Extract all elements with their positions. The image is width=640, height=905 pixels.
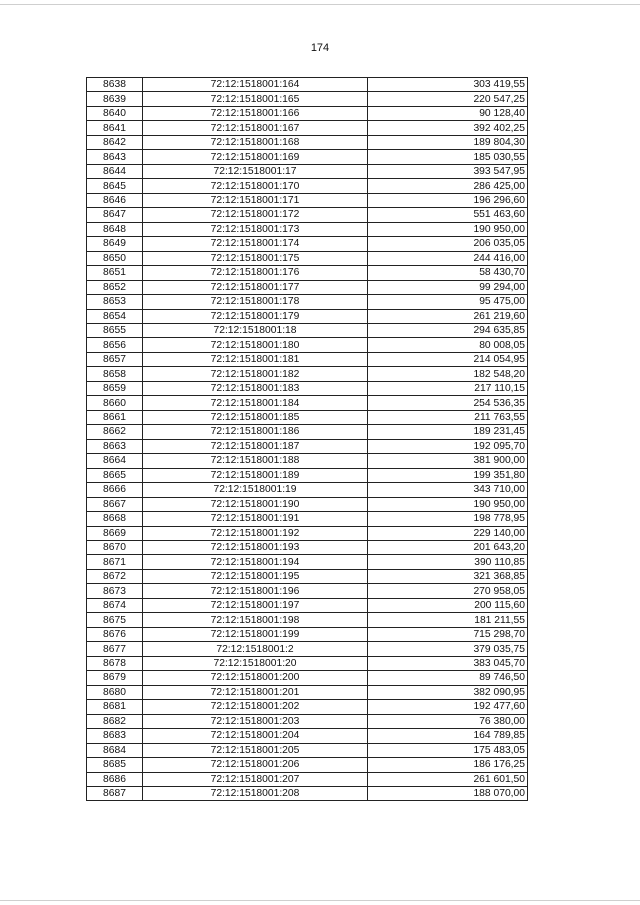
cadastral-number-cell: 72:12:1518001:172 xyxy=(143,208,368,222)
cadastral-number-cell: 72:12:1518001:194 xyxy=(143,555,368,569)
row-number-cell: 8654 xyxy=(87,309,143,323)
table-row xyxy=(87,512,528,526)
cadastral-number-cell: 72:12:1518001:205 xyxy=(143,743,368,757)
property-table-body xyxy=(87,78,528,801)
row-number-cell: 8682 xyxy=(87,714,143,728)
table-row xyxy=(87,685,528,699)
table-row xyxy=(87,266,528,280)
value-cell: 189 804,30 xyxy=(368,135,528,149)
cadastral-number-cell: 72:12:1518001:179 xyxy=(143,309,368,323)
table-row xyxy=(87,92,528,106)
value-cell: 181 211,55 xyxy=(368,613,528,627)
table-row xyxy=(87,598,528,612)
cadastral-number-cell: 72:12:1518001:174 xyxy=(143,237,368,251)
table-row xyxy=(87,642,528,656)
value-cell: 229 140,00 xyxy=(368,526,528,540)
table-row xyxy=(87,714,528,728)
row-number-cell: 8651 xyxy=(87,266,143,280)
value-cell: 201 643,20 xyxy=(368,541,528,555)
row-number-cell: 8652 xyxy=(87,280,143,294)
value-cell: 343 710,00 xyxy=(368,483,528,497)
table-row xyxy=(87,78,528,92)
value-cell: 186 176,25 xyxy=(368,758,528,772)
value-cell: 294 635,85 xyxy=(368,323,528,337)
cadastral-number-cell: 72:12:1518001:193 xyxy=(143,541,368,555)
table-row xyxy=(87,396,528,410)
value-cell: 286 425,00 xyxy=(368,179,528,193)
table-row xyxy=(87,164,528,178)
row-number-cell: 8674 xyxy=(87,598,143,612)
value-cell: 80 008,05 xyxy=(368,338,528,352)
cadastral-number-cell: 72:12:1518001:177 xyxy=(143,280,368,294)
row-number-cell: 8661 xyxy=(87,410,143,424)
value-cell: 198 778,95 xyxy=(368,512,528,526)
cadastral-number-cell: 72:12:1518001:207 xyxy=(143,772,368,786)
bottom-rule xyxy=(0,900,640,901)
table-row xyxy=(87,468,528,482)
row-number-cell: 8641 xyxy=(87,121,143,135)
table-row xyxy=(87,483,528,497)
row-number-cell: 8664 xyxy=(87,454,143,468)
value-cell: 58 430,70 xyxy=(368,266,528,280)
table-row xyxy=(87,410,528,424)
cadastral-number-cell: 72:12:1518001:204 xyxy=(143,729,368,743)
table-row xyxy=(87,613,528,627)
cadastral-number-cell: 72:12:1518001:171 xyxy=(143,193,368,207)
value-cell: 164 789,85 xyxy=(368,729,528,743)
row-number-cell: 8666 xyxy=(87,483,143,497)
cadastral-number-cell: 72:12:1518001:192 xyxy=(143,526,368,540)
row-number-cell: 8681 xyxy=(87,700,143,714)
value-cell: 214 054,95 xyxy=(368,352,528,366)
row-number-cell: 8679 xyxy=(87,671,143,685)
value-cell: 185 030,55 xyxy=(368,150,528,164)
cadastral-number-cell: 72:12:1518001:203 xyxy=(143,714,368,728)
value-cell: 261 601,50 xyxy=(368,772,528,786)
table-row xyxy=(87,627,528,641)
cadastral-number-cell: 72:12:1518001:20 xyxy=(143,656,368,670)
property-table xyxy=(86,77,528,801)
cadastral-number-cell: 72:12:1518001:198 xyxy=(143,613,368,627)
table-row xyxy=(87,295,528,309)
value-cell: 261 219,60 xyxy=(368,309,528,323)
row-number-cell: 8675 xyxy=(87,613,143,627)
row-number-cell: 8673 xyxy=(87,584,143,598)
row-number-cell: 8660 xyxy=(87,396,143,410)
cadastral-number-cell: 72:12:1518001:164 xyxy=(143,78,368,92)
table-row xyxy=(87,786,528,800)
row-number-cell: 8669 xyxy=(87,526,143,540)
row-number-cell: 8687 xyxy=(87,786,143,800)
row-number-cell: 8653 xyxy=(87,295,143,309)
table-row xyxy=(87,367,528,381)
value-cell: 175 483,05 xyxy=(368,743,528,757)
cadastral-number-cell: 72:12:1518001:181 xyxy=(143,352,368,366)
cadastral-number-cell: 72:12:1518001:176 xyxy=(143,266,368,280)
table-row xyxy=(87,497,528,511)
value-cell: 715 298,70 xyxy=(368,627,528,641)
table-row xyxy=(87,323,528,337)
cadastral-number-cell: 72:12:1518001:168 xyxy=(143,135,368,149)
table-row xyxy=(87,106,528,120)
cadastral-number-cell: 72:12:1518001:165 xyxy=(143,92,368,106)
property-table-container xyxy=(86,77,527,801)
cadastral-number-cell: 72:12:1518001:200 xyxy=(143,671,368,685)
table-row xyxy=(87,671,528,685)
row-number-cell: 8650 xyxy=(87,251,143,265)
table-row xyxy=(87,135,528,149)
row-number-cell: 8668 xyxy=(87,512,143,526)
table-row xyxy=(87,772,528,786)
value-cell: 189 231,45 xyxy=(368,425,528,439)
table-row xyxy=(87,526,528,540)
cadastral-number-cell: 72:12:1518001:2 xyxy=(143,642,368,656)
row-number-cell: 8662 xyxy=(87,425,143,439)
row-number-cell: 8667 xyxy=(87,497,143,511)
value-cell: 192 477,60 xyxy=(368,700,528,714)
value-cell: 76 380,00 xyxy=(368,714,528,728)
cadastral-number-cell: 72:12:1518001:170 xyxy=(143,179,368,193)
value-cell: 95 475,00 xyxy=(368,295,528,309)
row-number-cell: 8648 xyxy=(87,222,143,236)
cadastral-number-cell: 72:12:1518001:178 xyxy=(143,295,368,309)
value-cell: 199 351,80 xyxy=(368,468,528,482)
row-number-cell: 8663 xyxy=(87,439,143,453)
value-cell: 182 548,20 xyxy=(368,367,528,381)
cadastral-number-cell: 72:12:1518001:186 xyxy=(143,425,368,439)
cadastral-number-cell: 72:12:1518001:206 xyxy=(143,758,368,772)
cadastral-number-cell: 72:12:1518001:173 xyxy=(143,222,368,236)
cadastral-number-cell: 72:12:1518001:202 xyxy=(143,700,368,714)
value-cell: 303 419,55 xyxy=(368,78,528,92)
row-number-cell: 8640 xyxy=(87,106,143,120)
table-row xyxy=(87,541,528,555)
table-row xyxy=(87,309,528,323)
table-row xyxy=(87,222,528,236)
value-cell: 551 463,60 xyxy=(368,208,528,222)
value-cell: 217 110,15 xyxy=(368,381,528,395)
value-cell: 200 115,60 xyxy=(368,598,528,612)
row-number-cell: 8655 xyxy=(87,323,143,337)
value-cell: 270 958,05 xyxy=(368,584,528,598)
row-number-cell: 8658 xyxy=(87,367,143,381)
value-cell: 190 950,00 xyxy=(368,222,528,236)
row-number-cell: 8680 xyxy=(87,685,143,699)
cadastral-number-cell: 72:12:1518001:190 xyxy=(143,497,368,511)
table-row xyxy=(87,193,528,207)
table-row xyxy=(87,454,528,468)
value-cell: 392 402,25 xyxy=(368,121,528,135)
table-row xyxy=(87,251,528,265)
table-row xyxy=(87,280,528,294)
value-cell: 192 095,70 xyxy=(368,439,528,453)
row-number-cell: 8677 xyxy=(87,642,143,656)
table-row xyxy=(87,121,528,135)
table-row xyxy=(87,237,528,251)
value-cell: 379 035,75 xyxy=(368,642,528,656)
table-row xyxy=(87,179,528,193)
table-row xyxy=(87,700,528,714)
row-number-cell: 8676 xyxy=(87,627,143,641)
cadastral-number-cell: 72:12:1518001:183 xyxy=(143,381,368,395)
value-cell: 382 090,95 xyxy=(368,685,528,699)
cadastral-number-cell: 72:12:1518001:167 xyxy=(143,121,368,135)
cadastral-number-cell: 72:12:1518001:180 xyxy=(143,338,368,352)
cadastral-number-cell: 72:12:1518001:208 xyxy=(143,786,368,800)
value-cell: 99 294,00 xyxy=(368,280,528,294)
row-number-cell: 8646 xyxy=(87,193,143,207)
cadastral-number-cell: 72:12:1518001:184 xyxy=(143,396,368,410)
table-row xyxy=(87,569,528,583)
value-cell: 196 296,60 xyxy=(368,193,528,207)
value-cell: 206 035,05 xyxy=(368,237,528,251)
row-number-cell: 8647 xyxy=(87,208,143,222)
cadastral-number-cell: 72:12:1518001:187 xyxy=(143,439,368,453)
table-row xyxy=(87,743,528,757)
table-row xyxy=(87,381,528,395)
row-number-cell: 8684 xyxy=(87,743,143,757)
table-row xyxy=(87,656,528,670)
cadastral-number-cell: 72:12:1518001:199 xyxy=(143,627,368,641)
row-number-cell: 8685 xyxy=(87,758,143,772)
row-number-cell: 8639 xyxy=(87,92,143,106)
row-number-cell: 8683 xyxy=(87,729,143,743)
value-cell: 90 128,40 xyxy=(368,106,528,120)
value-cell: 393 547,95 xyxy=(368,164,528,178)
value-cell: 254 536,35 xyxy=(368,396,528,410)
cadastral-number-cell: 72:12:1518001:18 xyxy=(143,323,368,337)
cadastral-number-cell: 72:12:1518001:191 xyxy=(143,512,368,526)
cadastral-number-cell: 72:12:1518001:197 xyxy=(143,598,368,612)
top-rule xyxy=(0,4,640,5)
cadastral-number-cell: 72:12:1518001:188 xyxy=(143,454,368,468)
table-row xyxy=(87,439,528,453)
row-number-cell: 8671 xyxy=(87,555,143,569)
page-number: 174 xyxy=(310,42,330,54)
value-cell: 321 368,85 xyxy=(368,569,528,583)
row-number-cell: 8645 xyxy=(87,179,143,193)
table-row xyxy=(87,338,528,352)
row-number-cell: 8657 xyxy=(87,352,143,366)
value-cell: 89 746,50 xyxy=(368,671,528,685)
cadastral-number-cell: 72:12:1518001:201 xyxy=(143,685,368,699)
value-cell: 383 045,70 xyxy=(368,656,528,670)
cadastral-number-cell: 72:12:1518001:195 xyxy=(143,569,368,583)
row-number-cell: 8649 xyxy=(87,237,143,251)
value-cell: 244 416,00 xyxy=(368,251,528,265)
row-number-cell: 8638 xyxy=(87,78,143,92)
value-cell: 381 900,00 xyxy=(368,454,528,468)
cadastral-number-cell: 72:12:1518001:175 xyxy=(143,251,368,265)
cadastral-number-cell: 72:12:1518001:166 xyxy=(143,106,368,120)
row-number-cell: 8686 xyxy=(87,772,143,786)
table-row xyxy=(87,758,528,772)
row-number-cell: 8659 xyxy=(87,381,143,395)
cadastral-number-cell: 72:12:1518001:196 xyxy=(143,584,368,598)
table-row xyxy=(87,729,528,743)
table-row xyxy=(87,425,528,439)
table-row xyxy=(87,352,528,366)
value-cell: 211 763,55 xyxy=(368,410,528,424)
table-row xyxy=(87,150,528,164)
cadastral-number-cell: 72:12:1518001:19 xyxy=(143,483,368,497)
table-row xyxy=(87,208,528,222)
cadastral-number-cell: 72:12:1518001:17 xyxy=(143,164,368,178)
table-row xyxy=(87,584,528,598)
row-number-cell: 8672 xyxy=(87,569,143,583)
value-cell: 188 070,00 xyxy=(368,786,528,800)
cadastral-number-cell: 72:12:1518001:185 xyxy=(143,410,368,424)
value-cell: 220 547,25 xyxy=(368,92,528,106)
row-number-cell: 8656 xyxy=(87,338,143,352)
row-number-cell: 8644 xyxy=(87,164,143,178)
cadastral-number-cell: 72:12:1518001:189 xyxy=(143,468,368,482)
table-row xyxy=(87,555,528,569)
row-number-cell: 8678 xyxy=(87,656,143,670)
cadastral-number-cell: 72:12:1518001:169 xyxy=(143,150,368,164)
row-number-cell: 8670 xyxy=(87,541,143,555)
value-cell: 390 110,85 xyxy=(368,555,528,569)
row-number-cell: 8642 xyxy=(87,135,143,149)
row-number-cell: 8665 xyxy=(87,468,143,482)
row-number-cell: 8643 xyxy=(87,150,143,164)
cadastral-number-cell: 72:12:1518001:182 xyxy=(143,367,368,381)
value-cell: 190 950,00 xyxy=(368,497,528,511)
